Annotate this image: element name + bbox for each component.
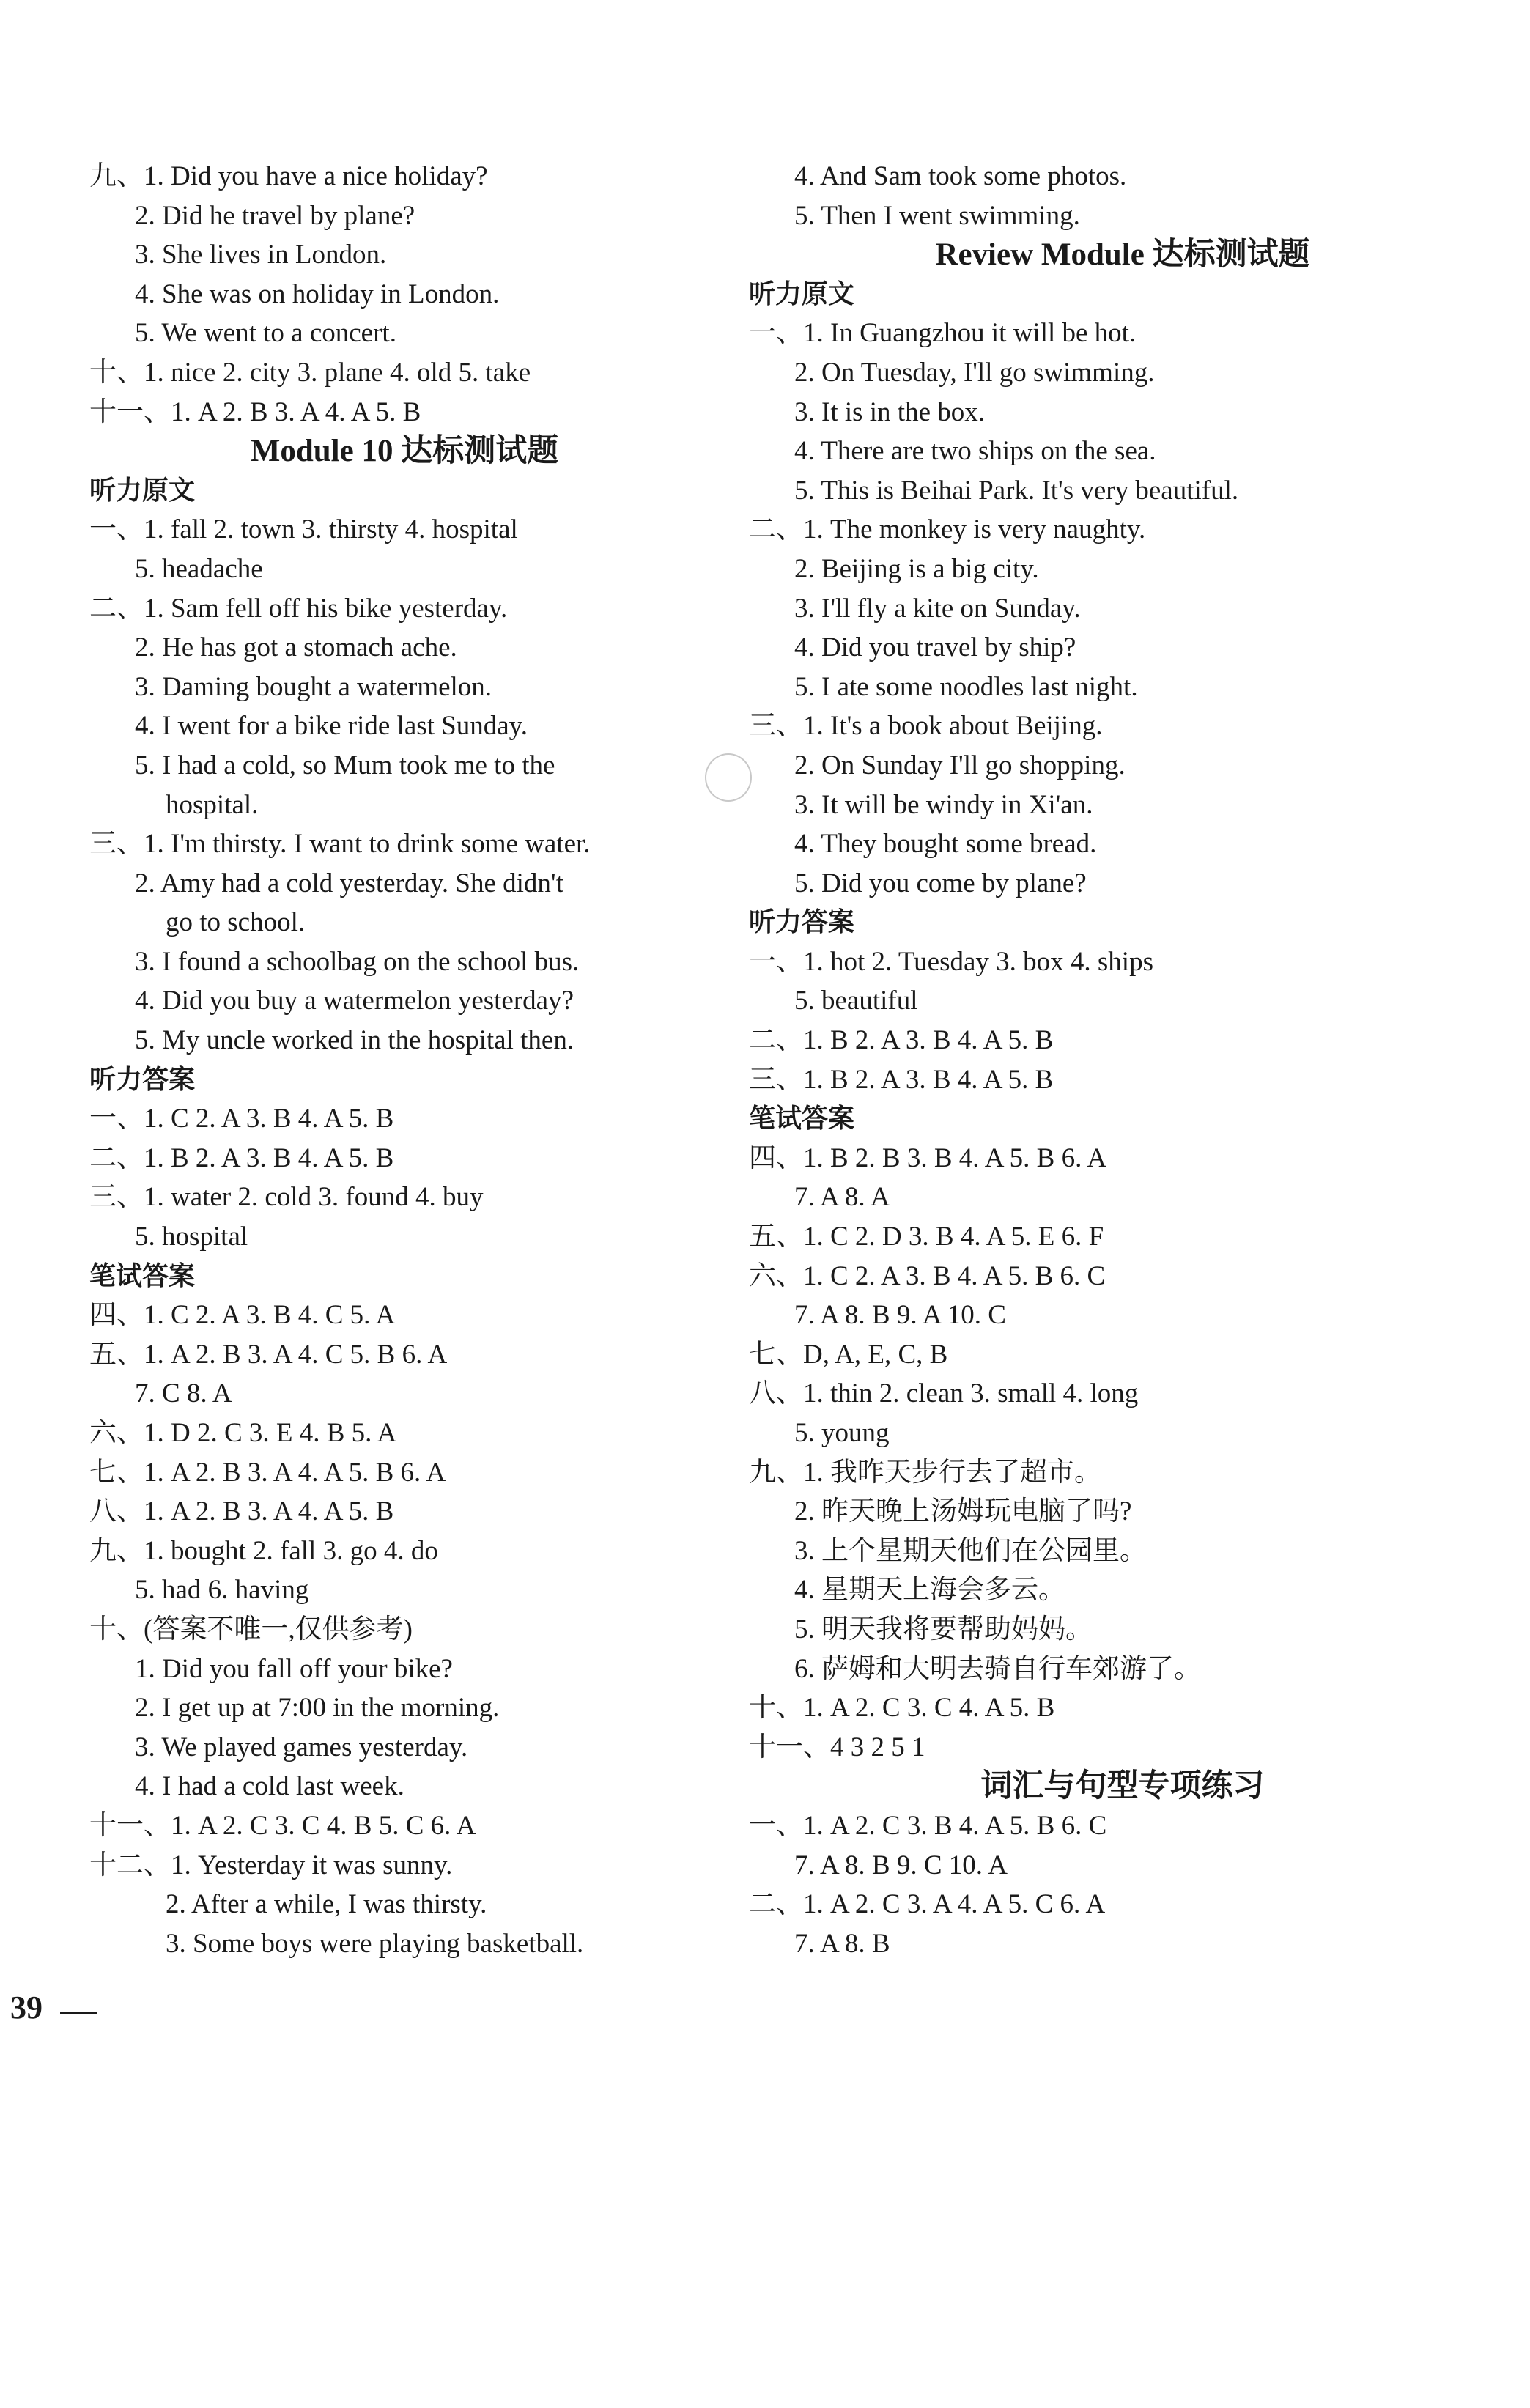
text-line: 7. A 8. B 9. C 10. A	[794, 1850, 1008, 1880]
text-line: 七、1. A 2. B 3. A 4. A 5. B 6. A	[89, 1457, 446, 1488]
text-line: 1. Did you fall off your bike?	[135, 1653, 453, 1684]
subsection-heading: 听力答案	[749, 907, 855, 937]
text-line: 3. It will be windy in Xi'an.	[794, 789, 1093, 820]
text-line: 2. On Tuesday, I'll go swimming.	[794, 357, 1155, 388]
page-number: 39	[10, 1990, 42, 2025]
text-line: 三、1. I'm thirsty. I want to drink some water.	[89, 829, 591, 860]
text-line: 3. I'll fly a kite on Sunday.	[794, 593, 1081, 624]
text-line: 4. There are two ships on the sea.	[794, 436, 1156, 467]
text-line: 四、1. B 2. B 3. B 4. A 5. B 6. A	[749, 1142, 1107, 1173]
text-line: 5. My uncle worked in the hospital then.	[135, 1025, 574, 1056]
text-line: 4. I went for a bike ride last Sunday.	[135, 711, 528, 742]
subsection-heading: 听力答案	[89, 1064, 196, 1094]
text-line: 4. They bought some bread.	[794, 829, 1097, 860]
text-line: 一、1. C 2. A 3. B 4. A 5. B	[89, 1104, 394, 1134]
text-line: 2. Amy had a cold yesterday. She didn't	[135, 868, 563, 898]
text-line: 5. had 6. having	[135, 1575, 309, 1606]
text-line: 4. And Sam took some photos.	[794, 161, 1127, 191]
text-line: 7. A 8. B	[794, 1928, 890, 1959]
text-line: 3. I found a schoolbag on the school bus.	[135, 946, 580, 977]
text-line: 5. I had a cold, so Mum took me to the	[135, 750, 555, 780]
text-line: 2. Did he travel by plane?	[135, 200, 415, 231]
text-line: 5. Then I went swimming.	[794, 200, 1080, 231]
text-line: 4. Did you buy a watermelon yesterday?	[135, 986, 574, 1016]
text-line: 3. 上个星期天他们在公园里。	[794, 1535, 1147, 1566]
text-line: go to school.	[166, 907, 306, 938]
text-line: 6. 萨姆和大明去骑自行车郊游了。	[794, 1653, 1201, 1684]
text-line: 十一、4 3 2 5 1	[749, 1732, 925, 1762]
text-line: 一、1. A 2. C 3. B 4. A 5. B 6. C	[749, 1810, 1107, 1841]
text-line: 5. hospital	[135, 1222, 248, 1252]
text-line: 十一、1. A 2. B 3. A 4. A 5. B	[89, 396, 421, 427]
text-line: 2. 昨天晚上汤姆玩电脑了吗?	[794, 1496, 1132, 1527]
text-line: 7. A 8. A	[794, 1182, 890, 1213]
text-line: 一、1. fall 2. town 3. thirsty 4. hospital	[89, 514, 518, 545]
text-line: 二、1. Sam fell off his bike yesterday.	[89, 593, 508, 624]
text-line: 3. Some boys were playing basketball.	[166, 1928, 584, 1959]
text-line: 四、1. C 2. A 3. B 4. C 5. A	[89, 1300, 396, 1331]
text-line: 2. I get up at 7:00 in the morning.	[135, 1693, 500, 1724]
text-line: 九、1. bought 2. fall 3. go 4. do	[89, 1535, 438, 1566]
text-line: hospital.	[166, 789, 259, 820]
text-line: 五、1. C 2. D 3. B 4. A 5. E 6. F	[749, 1222, 1104, 1252]
text-line: 九、1. Did you have a nice holiday?	[89, 161, 488, 191]
text-line: 二、1. A 2. C 3. A 4. A 5. C 6. A	[749, 1889, 1106, 1920]
text-line: 3. Daming bought a watermelon.	[135, 671, 492, 702]
text-line: 5. I ate some noodles last night.	[794, 671, 1138, 702]
text-line: 八、1. thin 2. clean 3. small 4. long	[749, 1378, 1139, 1409]
text-line: 二、1. The monkey is very naughty.	[749, 514, 1146, 545]
text-line: 二、1. B 2. A 3. B 4. A 5. B	[749, 1025, 1054, 1056]
text-line: 5. headache	[135, 553, 263, 584]
text-line: 十、1. A 2. C 3. C 4. A 5. B	[749, 1693, 1055, 1724]
subsection-heading: 听力原文	[89, 475, 196, 505]
text-line: 十、(答案不唯一,仅供参考)	[89, 1614, 413, 1644]
text-line: 十、1. nice 2. city 3. plane 4. old 5. take	[89, 357, 531, 388]
text-line: 4. I had a cold last week.	[135, 1771, 404, 1802]
text-line: 4. 星期天上海会多云。	[794, 1575, 1065, 1606]
text-line: 三、1. B 2. A 3. B 4. A 5. B	[749, 1064, 1054, 1095]
text-line: 2. After a while, I was thirsty.	[166, 1889, 487, 1920]
text-line: 5. We went to a concert.	[135, 318, 396, 349]
text-line: 八、1. A 2. B 3. A 4. A 5. B	[89, 1496, 394, 1527]
subsection-heading: 听力原文	[749, 278, 855, 309]
text-line: 4. Did you travel by ship?	[794, 632, 1076, 663]
text-line: 2. On Sunday I'll go shopping.	[794, 750, 1126, 780]
text-line: 5. 明天我将要帮助妈妈。	[794, 1614, 1093, 1644]
text-line: 3. It is in the box.	[794, 396, 986, 427]
text-line: 六、1. C 2. A 3. B 4. A 5. B 6. C	[749, 1260, 1106, 1291]
text-line: 三、1. water 2. cold 3. found 4. buy	[89, 1182, 484, 1213]
text-line: 5. young	[794, 1418, 890, 1448]
text-line: 十一、1. A 2. C 3. C 4. B 5. C 6. A	[89, 1810, 476, 1841]
text-line: 三、1. It's a book about Beijing.	[749, 711, 1103, 742]
text-line: 九、1. 我昨天步行去了超市。	[749, 1457, 1101, 1488]
text-line: 一、1. In Guangzhou it will be hot.	[749, 318, 1137, 349]
subsection-heading: 笔试答案	[89, 1260, 196, 1290]
text-line: 5. This is Beihai Park. It's very beautiful.	[794, 475, 1239, 506]
text-line: 十二、1. Yesterday it was sunny.	[89, 1850, 453, 1880]
text-line: 5. beautiful	[794, 986, 918, 1016]
text-line: 一、1. hot 2. Tuesday 3. box 4. ships	[749, 946, 1153, 977]
text-line: 4. She was on holiday in London.	[135, 278, 500, 309]
section-heading: 词汇与句型专项练习	[980, 1769, 1265, 1804]
text-line: 2. Beijing is a big city.	[794, 553, 1039, 584]
text-line: 7. C 8. A	[135, 1378, 232, 1409]
text-line: 二、1. B 2. A 3. B 4. A 5. B	[89, 1142, 394, 1173]
faint-stamp-mark	[705, 753, 752, 802]
text-line: 六、1. D 2. C 3. E 4. B 5. A	[89, 1418, 397, 1448]
text-line: 7. A 8. B 9. A 10. C	[794, 1300, 1006, 1331]
text-line: 七、D, A, E, C, B	[749, 1339, 948, 1370]
page-number-rule	[60, 2012, 97, 2014]
right-column	[749, 157, 1496, 1963]
text-line: 五、1. A 2. B 3. A 4. C 5. B 6. A	[89, 1339, 448, 1370]
text-line: 3. She lives in London.	[135, 240, 387, 270]
text-line: 5. Did you come by plane?	[794, 868, 1087, 898]
text-line: 2. He has got a stomach ache.	[135, 632, 457, 663]
section-heading: Module 10 达标测试题	[250, 434, 559, 469]
text-line: 3. We played games yesterday.	[135, 1732, 468, 1762]
subsection-heading: 笔试答案	[749, 1104, 855, 1134]
section-heading: Review Module 达标测试题	[935, 237, 1310, 273]
left-column	[89, 157, 720, 1963]
